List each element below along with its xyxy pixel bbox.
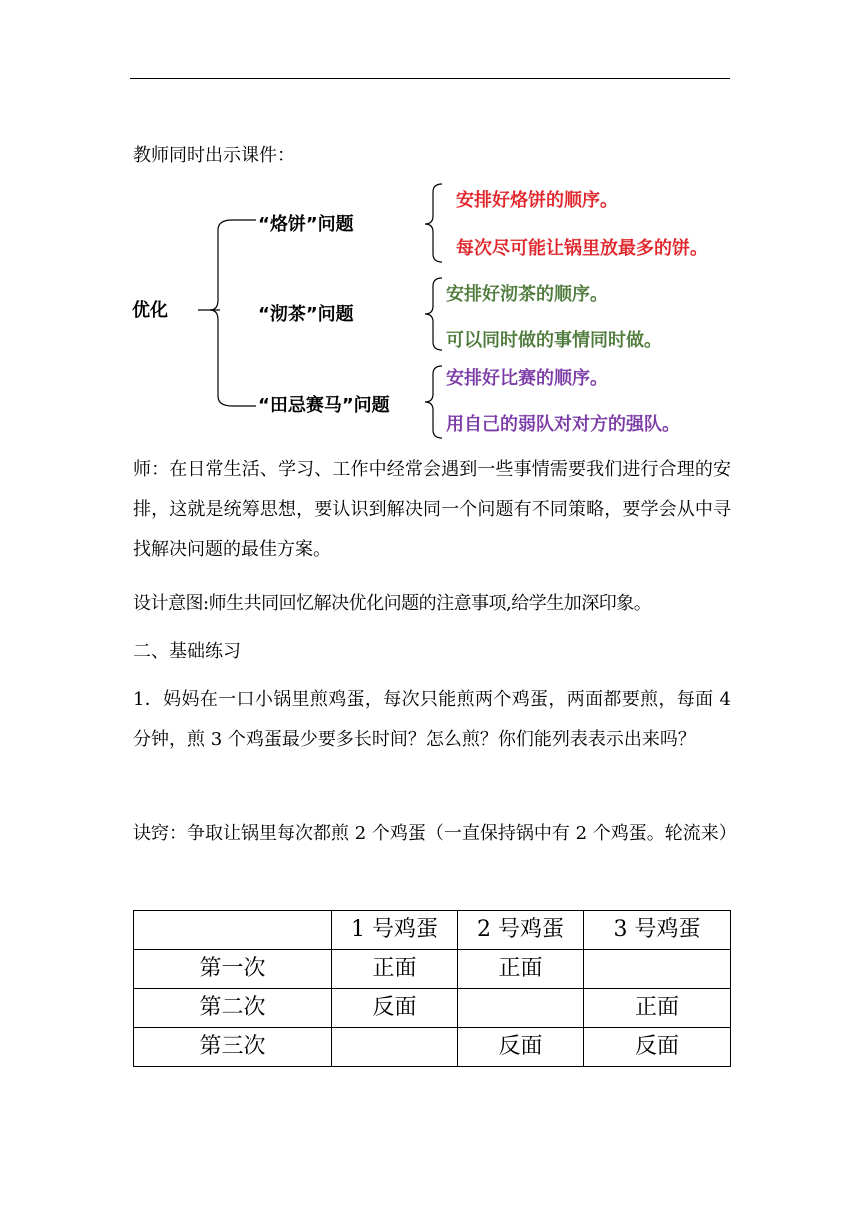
table-cell: 正面	[332, 950, 458, 989]
branch-label-pancake: “烙饼”问题	[258, 214, 354, 235]
root-label: 优化	[132, 300, 168, 321]
design-intent: 设计意图:师生共同回忆解决优化问题的注意事项,给学生加深印象。	[133, 593, 652, 614]
table-row	[134, 950, 731, 989]
table-header-cell: 1 号鸡蛋	[332, 911, 458, 950]
main-brace	[210, 220, 232, 406]
horse-race-item-1: 安排好比赛的顺序。	[446, 368, 608, 389]
optimization-diagram	[120, 172, 760, 447]
header-rule	[130, 78, 730, 79]
table-row	[134, 989, 731, 1028]
sub-brace-1	[425, 184, 442, 262]
teacher-remark: 师：在日常生活、学习、工作中经常会遇到一些事情需要我们进行合理的安排，这就是统筹思想，要认识到解决同一个问题有不同策略，要学会从中寻找解决问题的最佳方案。	[133, 459, 731, 560]
branch-label-tea: “沏茶”问题	[258, 304, 354, 325]
table-cell: 第一次	[134, 950, 332, 989]
sub-brace-3	[425, 366, 442, 438]
table-cell: 反面	[584, 1028, 731, 1067]
horse-race-item-2: 用自己的弱队对对方的强队。	[446, 414, 680, 435]
table-cell	[584, 950, 731, 989]
egg-frying-table	[133, 910, 731, 1067]
diagram-brackets	[120, 172, 760, 447]
table-cell	[458, 989, 584, 1028]
tip-text: 诀窍：争取让锅里每次都煎 2 个鸡蛋（一直保持锅中有 2 个鸡蛋。轮流来）	[133, 823, 737, 844]
table-cell: 第二次	[134, 989, 332, 1028]
pancake-item-2: 每次尽可能让锅里放最多的饼。	[456, 238, 708, 259]
intro-text: 教师同时出示课件：	[133, 145, 295, 166]
table-header-cell	[134, 911, 332, 950]
table-cell: 正面	[458, 950, 584, 989]
table-row	[134, 1028, 731, 1067]
table-cell: 第三次	[134, 1028, 332, 1067]
table-cell: 反面	[332, 989, 458, 1028]
tea-item-1: 安排好沏茶的顺序。	[446, 284, 608, 305]
table-cell: 反面	[458, 1028, 584, 1067]
table-cell: 正面	[584, 989, 731, 1028]
sub-brace-2	[425, 278, 442, 350]
table-header-cell: 2 号鸡蛋	[458, 911, 584, 950]
branch-label-horse-race: “田忌赛马”问题	[258, 395, 390, 416]
section-heading: 二、基础练习	[133, 641, 241, 662]
table-header-row	[134, 911, 731, 950]
question-1: 1．妈妈在一口小锅里煎鸡蛋，每次只能煎两个鸡蛋，两面都要煎，每面 4 分钟，煎 3 个鸡蛋最少要多长时间？怎么煎？你们能列表表示出来吗？	[133, 689, 731, 750]
tea-item-2: 可以同时做的事情同时做。	[446, 330, 662, 351]
pancake-item-1: 安排好烙饼的顺序。	[456, 190, 618, 211]
table-header-cell: 3 号鸡蛋	[584, 911, 731, 950]
table-cell	[332, 1028, 458, 1067]
